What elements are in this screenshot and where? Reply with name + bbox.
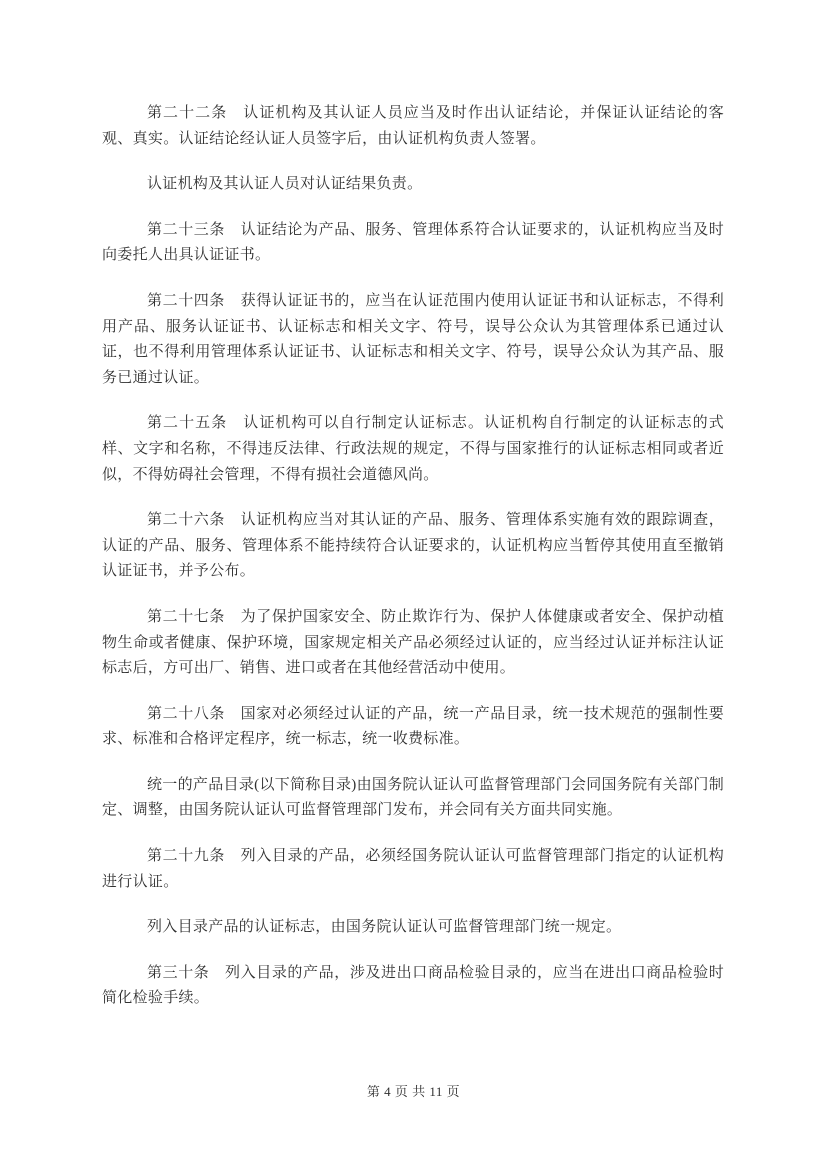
- paragraph: 第二十二条 认证机构及其认证人员应当及时作出认证结论，并保证认证结论的客观、真实。认证结论经认证人员签字后，由认证机构负责人签署。: [102, 105, 724, 147]
- paragraph: 第三十条 列入目录的产品，涉及进出口商品检验目录的，应当在进出口商品检验时简化检验手续。: [102, 964, 724, 1007]
- paragraph: 统一的产品目录(以下简称目录)由国务院认证认可监督管理部门会同国务院有关部门制定、调整，由国务院认证认可监督管理部门发布，并会同有关方面共同实施。: [102, 776, 724, 819]
- page-number-indicator: 第 4 页 共 11 页: [366, 1084, 461, 1099]
- paragraph: 第二十九条 列入目录的产品，必须经国务院认证认可监督管理部门指定的认证机构进行认证。: [102, 848, 724, 890]
- paragraph: 列入目录产品的认证标志，由国务院认证认可监督管理部门统一规定。: [147, 919, 622, 936]
- paragraph: 第二十五条 认证机构可以自行制定认证标志。认证机构自行制定的认证标志的式样、文字和名称，不得违反法律、行政法规的规定，不得与国家推行的认证标志相同或者近似，不得妨碍社会管理，不得有损社会道德风尚。: [102, 415, 724, 483]
- paragraph: 第二十八条 国家对必须经过认证的产品，统一产品目录，统一技术规范的强制性要求、标准和合格评定程序，统一标志，统一收费标准。: [102, 705, 724, 748]
- document-body: [102, 101, 724, 1032]
- paragraph: 第二十六条 认证机构应当对其认证的产品、服务、管理体系实施有效的跟踪调查，认证的产品、服务、管理体系不能持续符合认证要求的，认证机构应当暂停其使用直至撤销认证证书，并予公布。: [102, 512, 724, 580]
- page-footer: [0, 1081, 827, 1100]
- paragraph: 第二十四条 获得认证证书的，应当在认证范围内使用认证证书和认证标志，不得利用产品、服务认证证书、认证标志和相关文字、符号，误导公众认为其管理体系已通过认证，也不得利用管理体系认证证书、认证标志和相关文字、符号，误导公众认为其产品、服务已通过认证。: [102, 292, 724, 386]
- paragraph: 认证机构及其认证人员对认证结果负责。: [147, 176, 423, 193]
- paragraph: 第二十三条 认证结论为产品、服务、管理体系符合认证要求的，认证机构应当及时向委托人出具认证证书。: [102, 221, 724, 264]
- paragraph: 第二十七条 为了保护国家安全、防止欺诈行为、保护人体健康或者安全、保护动植物生命或者健康、保护环境，国家规定相关产品必须经过认证的，应当经过认证并标注认证标志后，方可出厂、销售、进口或者在其他经营活动中使用。: [102, 608, 724, 677]
